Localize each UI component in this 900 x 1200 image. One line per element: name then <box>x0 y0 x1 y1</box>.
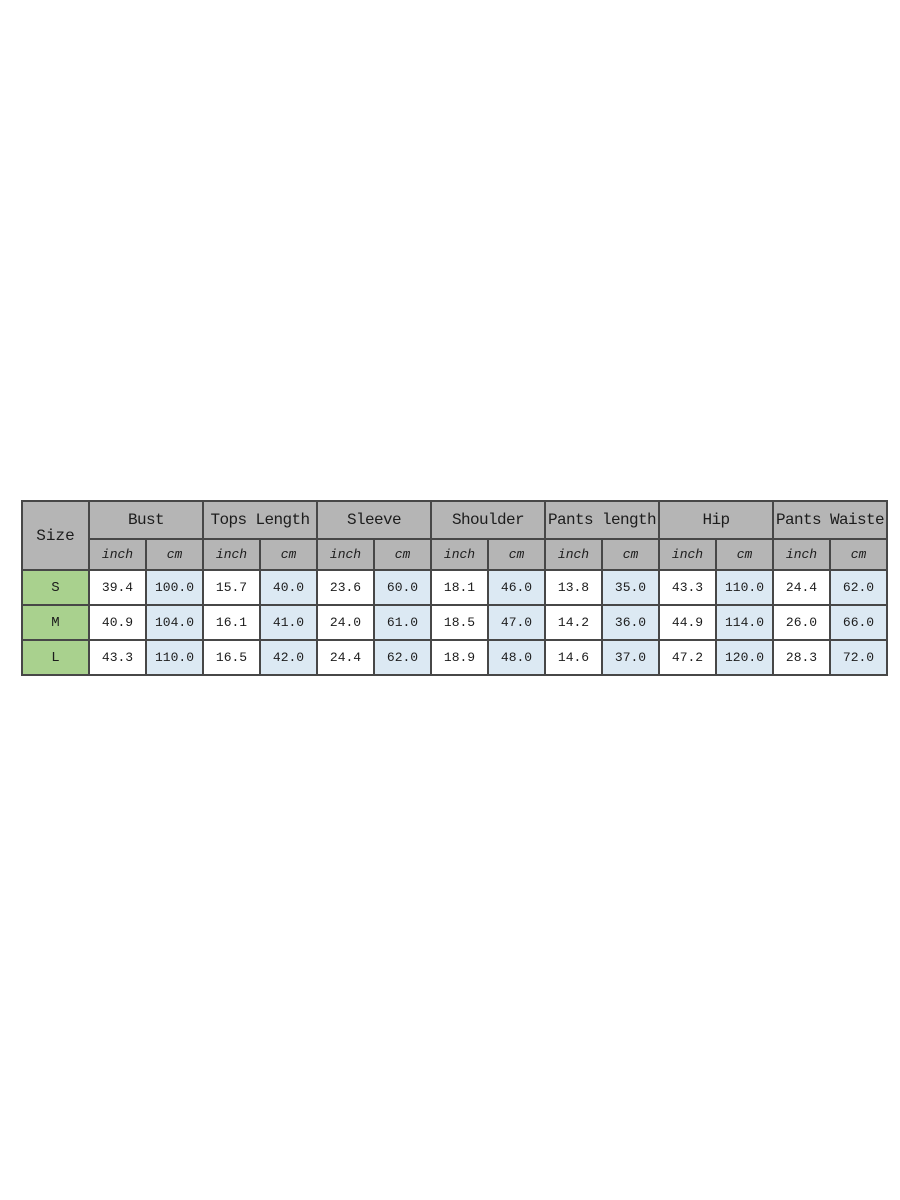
value-cell: 42.0 <box>260 640 317 675</box>
value-cell: 40.9 <box>89 605 146 640</box>
value-cell: 14.2 <box>545 605 602 640</box>
value-cell: 16.5 <box>203 640 260 675</box>
unit-header-inch: inch <box>545 539 602 570</box>
value-cell: 35.0 <box>602 570 659 605</box>
group-header-sleeve: Sleeve <box>317 501 431 539</box>
table-row-s <box>22 570 887 605</box>
value-cell: 26.0 <box>773 605 830 640</box>
size-chart-table <box>21 500 888 676</box>
value-cell: 110.0 <box>146 640 203 675</box>
unit-header-inch: inch <box>431 539 488 570</box>
value-cell: 23.6 <box>317 570 374 605</box>
value-cell: 62.0 <box>374 640 431 675</box>
unit-header-row <box>22 539 887 570</box>
value-cell: 18.9 <box>431 640 488 675</box>
unit-header-cm: cm <box>830 539 887 570</box>
value-cell: 39.4 <box>89 570 146 605</box>
unit-header-cm: cm <box>602 539 659 570</box>
value-cell: 24.4 <box>317 640 374 675</box>
unit-header-inch: inch <box>89 539 146 570</box>
unit-header-cm: cm <box>716 539 773 570</box>
value-cell: 48.0 <box>488 640 545 675</box>
size-cell: L <box>22 640 89 675</box>
unit-header-cm: cm <box>374 539 431 570</box>
value-cell: 62.0 <box>830 570 887 605</box>
group-header-row <box>22 501 887 539</box>
value-cell: 110.0 <box>716 570 773 605</box>
size-cell: S <box>22 570 89 605</box>
value-cell: 72.0 <box>830 640 887 675</box>
value-cell: 41.0 <box>260 605 317 640</box>
group-header-hip: Hip <box>659 501 773 539</box>
table-row-m <box>22 605 887 640</box>
value-cell: 61.0 <box>374 605 431 640</box>
unit-header-cm: cm <box>488 539 545 570</box>
value-cell: 104.0 <box>146 605 203 640</box>
value-cell: 114.0 <box>716 605 773 640</box>
value-cell: 37.0 <box>602 640 659 675</box>
size-column-header: Size <box>22 501 89 570</box>
value-cell: 24.4 <box>773 570 830 605</box>
value-cell: 18.5 <box>431 605 488 640</box>
value-cell: 13.8 <box>545 570 602 605</box>
value-cell: 24.0 <box>317 605 374 640</box>
table-row-l <box>22 640 887 675</box>
value-cell: 15.7 <box>203 570 260 605</box>
unit-header-cm: cm <box>260 539 317 570</box>
value-cell: 47.2 <box>659 640 716 675</box>
value-cell: 14.6 <box>545 640 602 675</box>
unit-header-inch: inch <box>659 539 716 570</box>
group-header-pants-waist: Pants Waiste <box>773 501 887 539</box>
group-header-tops-length: Tops Length <box>203 501 317 539</box>
value-cell: 60.0 <box>374 570 431 605</box>
value-cell: 43.3 <box>89 640 146 675</box>
value-cell: 66.0 <box>830 605 887 640</box>
value-cell: 44.9 <box>659 605 716 640</box>
unit-header-inch: inch <box>773 539 830 570</box>
value-cell: 40.0 <box>260 570 317 605</box>
value-cell: 28.3 <box>773 640 830 675</box>
size-cell: M <box>22 605 89 640</box>
group-header-shoulder: Shoulder <box>431 501 545 539</box>
value-cell: 46.0 <box>488 570 545 605</box>
value-cell: 47.0 <box>488 605 545 640</box>
group-header-pants-length: Pants length <box>545 501 659 539</box>
unit-header-inch: inch <box>317 539 374 570</box>
value-cell: 18.1 <box>431 570 488 605</box>
value-cell: 36.0 <box>602 605 659 640</box>
value-cell: 16.1 <box>203 605 260 640</box>
unit-header-cm: cm <box>146 539 203 570</box>
unit-header-inch: inch <box>203 539 260 570</box>
value-cell: 43.3 <box>659 570 716 605</box>
group-header-bust: Bust <box>89 501 203 539</box>
value-cell: 100.0 <box>146 570 203 605</box>
value-cell: 120.0 <box>716 640 773 675</box>
